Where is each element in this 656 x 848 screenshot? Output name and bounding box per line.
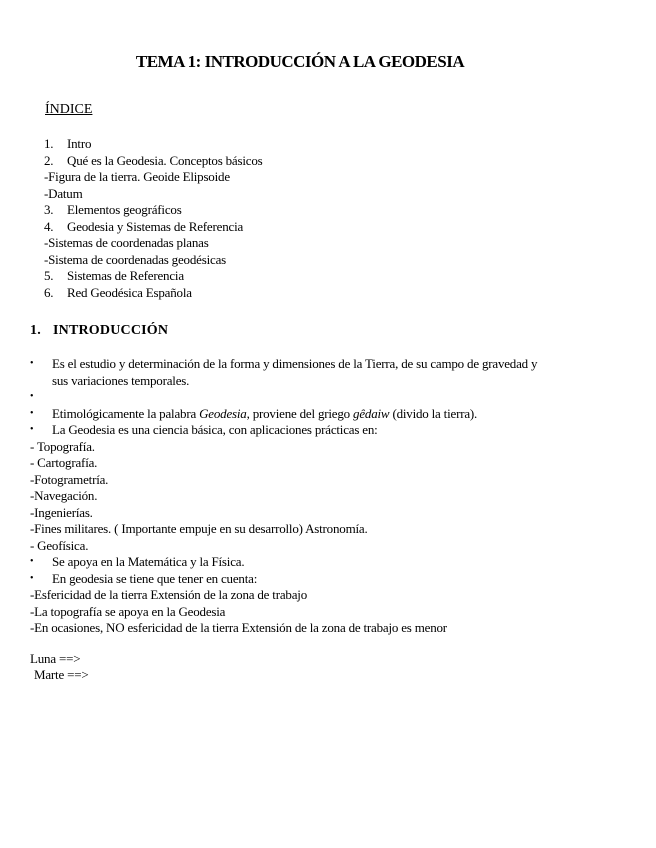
toc-item-label: Intro xyxy=(67,136,92,151)
toc-item-number: 2. xyxy=(44,152,54,168)
toc-item-number: 4. xyxy=(44,218,54,234)
toc-subitem xyxy=(44,252,263,269)
section-number: 1. xyxy=(30,323,41,338)
marte-line: Marte ==> xyxy=(34,667,89,682)
application-item: - Topografía. xyxy=(30,438,95,454)
application-item: -Fines militares. ( Importante empuje en su desarrollo) Astronomía. xyxy=(30,521,368,536)
toc-subitem xyxy=(44,169,263,186)
luna-line: Luna ==> xyxy=(30,650,81,666)
toc-subitem-label: -Sistema de coordenadas geodésicas xyxy=(44,251,226,267)
bullet-icon: • xyxy=(30,424,34,435)
toc-item xyxy=(44,136,263,153)
bullet-text-suffix: (divido la tierra). xyxy=(389,405,478,421)
bullet-text: En geodesia se tiene que tener en cuenta: xyxy=(52,570,258,586)
toc-item xyxy=(44,285,263,302)
consideration-item: -Esfericidad de la tierra Extensión de la zona de trabajo xyxy=(30,587,307,602)
toc-item xyxy=(44,202,263,219)
term-geodesia: Geodesia xyxy=(199,405,247,421)
toc-item-label: Qué es la Geodesia. Conceptos básicos xyxy=(67,152,263,168)
bullet-etymology xyxy=(30,406,550,423)
section-title: INTRODUCCIÓN xyxy=(53,323,169,338)
application-item: -Ingenierías. xyxy=(30,504,93,520)
bullet-science xyxy=(30,422,550,439)
bullet-icon: • xyxy=(30,572,34,584)
document-title-text: TEMA 1: INTRODUCCIÓN A LA GEODESIA xyxy=(135,52,465,71)
consideration-item: -La topografía se apoya en la Geodesia xyxy=(30,603,226,619)
bullet-text: Se apoya en la Matemática y la Física. xyxy=(52,554,245,569)
paragraph-spacer xyxy=(30,637,550,651)
toc-item xyxy=(44,219,263,236)
toc-item-number: 3. xyxy=(44,202,54,217)
bullet-text: La Geodesia es una ciencia básica, con aplicaciones prácticas en: xyxy=(52,422,378,437)
application-item: -Fotogrametría. xyxy=(30,471,109,487)
application-item: -Navegación. xyxy=(30,488,98,503)
toc-item-label: Sistemas de Referencia xyxy=(67,268,184,283)
toc-item-label: Red Geodésica Española xyxy=(67,284,192,300)
bullet-icon: • xyxy=(30,556,34,567)
bullet-icon: • xyxy=(30,391,34,402)
bullet-text: Es el estudio y determinación de la forma y dimensiones de la Tierra, de su campo de gravedad y sus variaciones temporales. xyxy=(52,356,538,388)
toc-item-number: 5. xyxy=(44,268,54,283)
bullet-account xyxy=(30,571,550,588)
section-heading-introduccion xyxy=(30,323,168,339)
bullet-text-middle: , proviene del griego xyxy=(246,405,354,421)
bullet-icon: • xyxy=(30,358,34,369)
toc-subitem xyxy=(44,186,263,203)
toc-item xyxy=(44,268,263,285)
bullet-empty xyxy=(30,389,550,406)
application-item: - Geofísica. xyxy=(30,537,89,553)
toc-subitem-label: -Sistemas de coordenadas planas xyxy=(44,235,209,250)
toc-item-label: Geodesia y Sistemas de Referencia xyxy=(67,218,244,234)
bullet-math xyxy=(30,554,550,571)
document-title xyxy=(0,52,600,72)
bullet-icon: • xyxy=(30,407,34,419)
toc-subitem-label: -Figura de la tierra. Geoide Elipsoide xyxy=(44,169,230,184)
section-body xyxy=(30,356,550,684)
greek-term: gêdaiw xyxy=(353,405,390,421)
application-item: - Cartografía. xyxy=(30,455,98,470)
toc-item-number: 6. xyxy=(44,284,54,300)
toc-subitem xyxy=(44,235,263,252)
toc-item-label: Elementos geográficos xyxy=(67,202,182,217)
bullet-definition xyxy=(30,356,550,389)
table-of-contents xyxy=(44,136,263,301)
toc-subitem-label: -Datum xyxy=(44,185,83,201)
index-heading: ÍNDICE xyxy=(45,102,93,117)
bullet-text-prefix: Etimológicamente la palabra xyxy=(52,405,200,421)
consideration-item: -En ocasiones, NO esfericidad de la tierra Extensión de la zona de trabajo es menor xyxy=(30,620,447,635)
toc-item xyxy=(44,153,263,170)
toc-item-number: 1. xyxy=(44,136,54,151)
